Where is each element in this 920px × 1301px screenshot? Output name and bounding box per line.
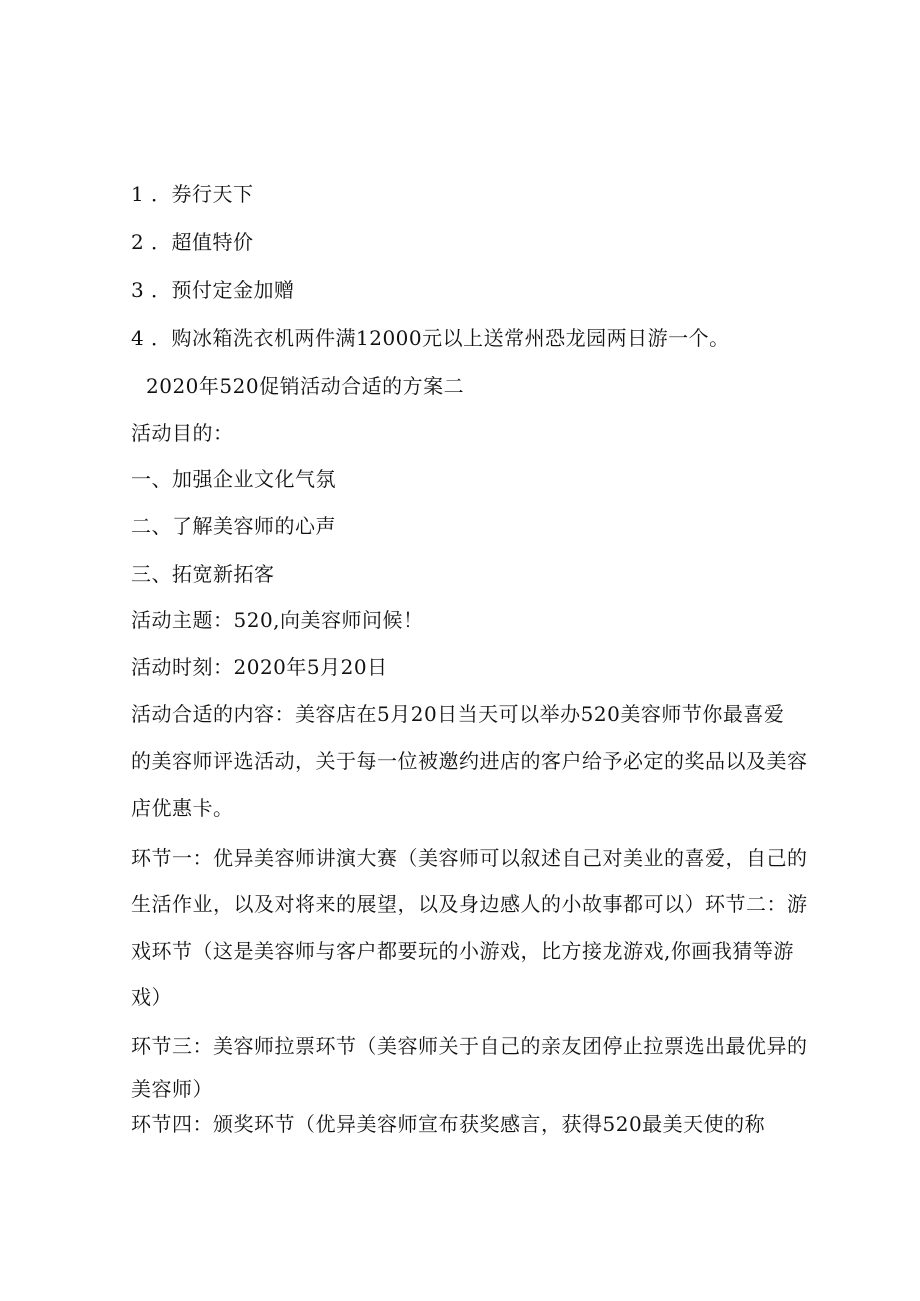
segment-one-line: 环节一：优异美容师讲演大赛（美容师可以叙述自己对美业的喜爱，自己的 <box>131 846 808 870</box>
activity-time: 活动时刻：2020年5月20日 <box>131 655 388 679</box>
purpose-item: 三、拓宽新拓客 <box>131 562 275 586</box>
list-number: 3 <box>131 278 145 302</box>
content-line: 活动合适的内容：美容店在5月20日当天可以举办520美容师节你最喜爱 <box>131 702 785 726</box>
list-item <box>131 182 254 206</box>
list-text: ．预付定金加赠 <box>151 278 295 302</box>
list-number: 4 <box>131 326 145 350</box>
content-line: 的美容师评选活动，关于每一位被邀约进店的客户给予必定的奖品以及美容 <box>131 749 808 773</box>
segment-one-line: 戏环节（这是美容师与客户都要玩的小游戏，比方接龙游戏,你画我猜等游 <box>131 939 794 963</box>
list-item <box>131 326 730 350</box>
purpose-item: 一、加强企业文化气氛 <box>131 467 336 491</box>
segment-three-line: 环节三：美容师拉票环节（美容师关于自己的亲友团停止拉票选出最优异的 <box>131 1034 808 1058</box>
list-text: ．券行天下 <box>151 182 254 206</box>
list-item <box>131 278 295 302</box>
list-item <box>131 230 254 254</box>
list-text: ．购冰箱洗衣机两件满12000元以上送常州恐龙园两日游一个。 <box>151 326 730 350</box>
purpose-heading: 活动目的： <box>131 421 234 445</box>
section-title: 2020年520促销活动合适的方案二 <box>146 374 465 398</box>
segment-one-line: 生活作业，以及对将来的展望，以及身边感人的小故事都可以）环节二：游 <box>131 892 808 916</box>
segment-one-line: 戏） <box>131 985 172 1009</box>
segment-four-line: 环节四：颁奖环节（优异美容师宣布获奖感言，获得520最美天使的称 <box>131 1112 766 1136</box>
list-number: 1 <box>131 182 145 206</box>
content-line: 店优惠卡。 <box>131 796 234 820</box>
segment-three-line: 美容师） <box>131 1077 213 1101</box>
purpose-item: 二、了解美容师的心声 <box>131 514 336 538</box>
list-number: 2 <box>131 230 145 254</box>
activity-theme: 活动主题：520,向美容师问候！ <box>131 608 424 632</box>
list-text: ．超值特价 <box>151 230 254 254</box>
